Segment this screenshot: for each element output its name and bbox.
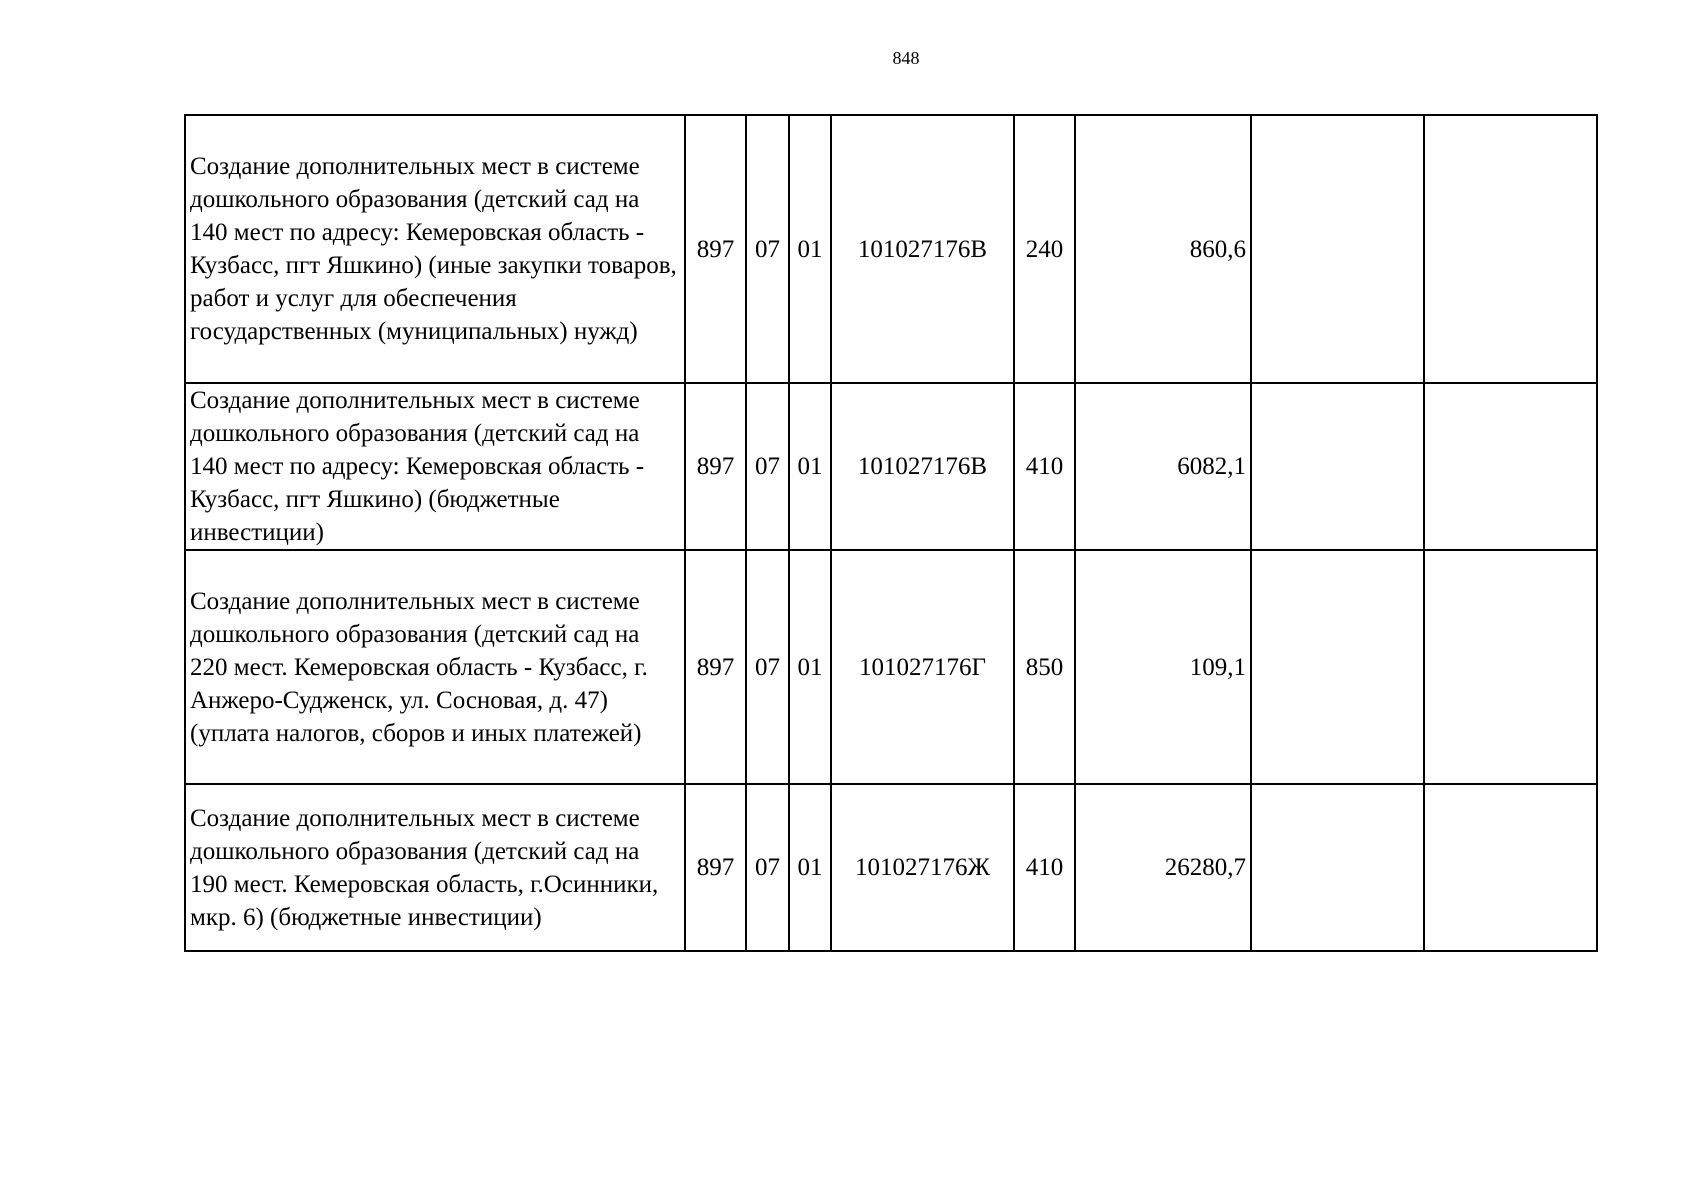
- target-article-code: 101027176Г: [831, 550, 1014, 784]
- target-article-code: 101027176Ж: [831, 784, 1014, 951]
- ministry-code: 897: [685, 115, 746, 383]
- expense-type-code: 850: [1014, 550, 1075, 784]
- subsection-code: 01: [789, 115, 831, 383]
- subsection-code: 01: [789, 550, 831, 784]
- expense-name: Создание дополнительных мест в системе дошкольного образования (детский сад на 140 мест по адресу: Кемеровская область - Кузбасс, пгт Яшкино) (иные закупки товаров, работ и услуг для обеспечения государственных (муниципальных) нужд): [185, 115, 685, 383]
- target-article-code: 101027176В: [831, 383, 1014, 550]
- subsection-code: 01: [789, 383, 831, 550]
- section-code: 07: [746, 383, 789, 550]
- section-code: 07: [746, 115, 789, 383]
- table-row: [185, 784, 1597, 951]
- amount: 109,1: [1075, 550, 1251, 784]
- expense-name: Создание дополнительных мест в системе дошкольного образования (детский сад на 140 мест по адресу: Кемеровская область - Кузбасс, пгт Яшкино) (бюджетные инвестиции): [185, 383, 685, 550]
- ministry-code: 897: [685, 383, 746, 550]
- empty-cell: [1251, 115, 1424, 383]
- expense-type-code: 240: [1014, 115, 1075, 383]
- section-code: 07: [746, 550, 789, 784]
- amount: 6082,1: [1075, 383, 1251, 550]
- expense-name: Создание дополнительных мест в системе дошкольного образования (детский сад на 190 мест. Кемеровская область, г.Осинники, мкр. 6) (бюджетные инвестиции): [185, 784, 685, 951]
- expense-type-code: 410: [1014, 383, 1075, 550]
- amount: 26280,7: [1075, 784, 1251, 951]
- table-row: [185, 550, 1597, 784]
- empty-cell: [1424, 115, 1597, 383]
- empty-cell: [1424, 784, 1597, 951]
- target-article-code: 101027176В: [831, 115, 1014, 383]
- section-code: 07: [746, 784, 789, 951]
- ministry-code: 897: [685, 784, 746, 951]
- ministry-code: 897: [685, 550, 746, 784]
- page-number: 848: [892, 48, 920, 68]
- empty-cell: [1251, 784, 1424, 951]
- empty-cell: [1251, 383, 1424, 550]
- empty-cell: [1251, 550, 1424, 784]
- expense-type-code: 410: [1014, 784, 1075, 951]
- expense-name: Создание дополнительных мест в системе дошкольного образования (детский сад на 220 мест. Кемеровская область - Кузбасс, г. Анжеро-Судженск, ул. Сосновая, д. 47) (уплата налогов, сборов и иных платежей): [185, 550, 685, 784]
- amount: 860,6: [1075, 115, 1251, 383]
- budget-table: [184, 114, 1598, 952]
- table-row: [185, 383, 1597, 550]
- empty-cell: [1424, 550, 1597, 784]
- empty-cell: [1424, 383, 1597, 550]
- table-row: [185, 115, 1597, 383]
- subsection-code: 01: [789, 784, 831, 951]
